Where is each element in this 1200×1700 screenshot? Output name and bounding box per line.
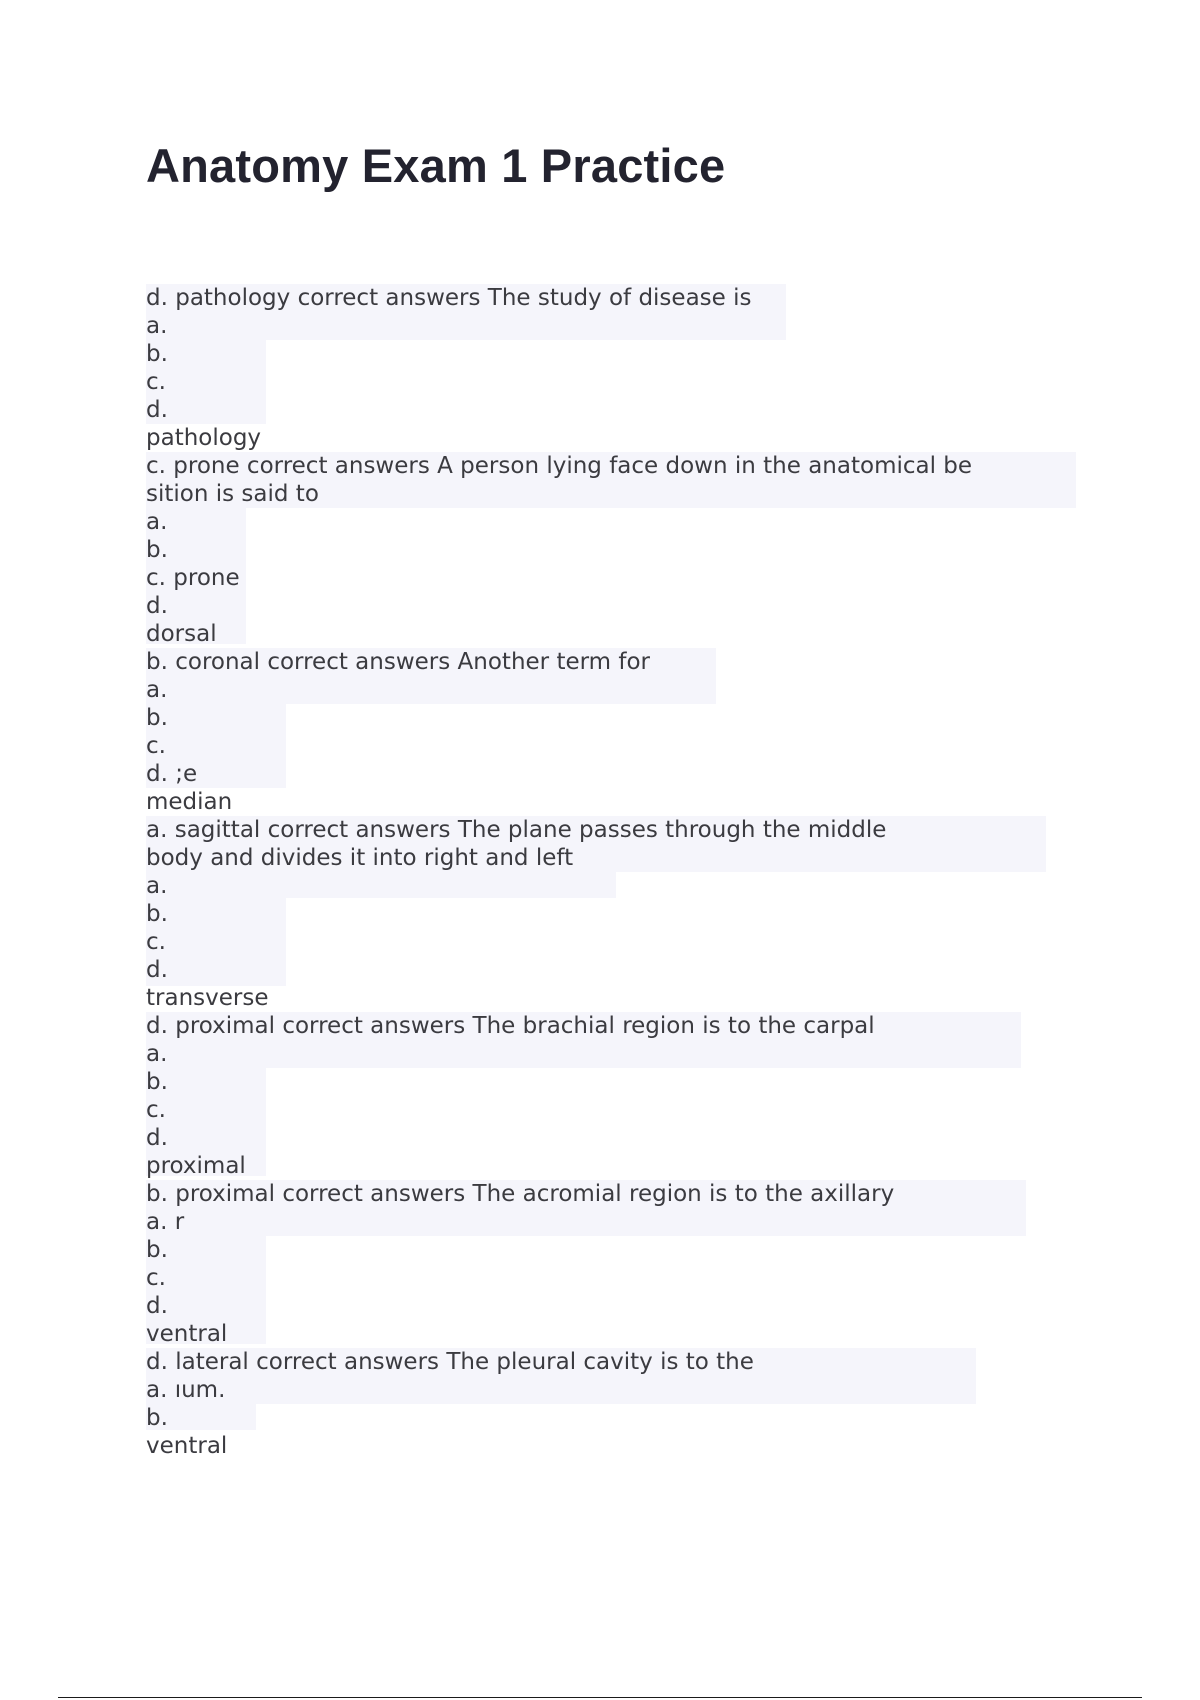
question-text-continued: sition is said to <box>146 481 319 507</box>
option-line: a. <box>146 1041 168 1067</box>
option-line: a. <box>146 509 168 535</box>
question-text: b. coronal correct answers Another term for <box>146 649 651 675</box>
option-line: b. <box>146 1405 168 1431</box>
option-line: a. <box>146 313 168 339</box>
answer-line: dorsal <box>146 621 217 647</box>
question-list <box>146 284 1106 1460</box>
answer-line: proximal <box>146 1153 246 1179</box>
answer-line: pathology <box>146 425 262 451</box>
question-text: a. sagittal correct answers The plane passes through the middle <box>146 817 887 843</box>
option-line: d. <box>146 1293 168 1319</box>
option-line: a. <box>146 873 168 899</box>
option-line: b. <box>146 537 168 563</box>
option-line: d. <box>146 593 168 619</box>
question-text: b. proximal correct answers The acromial region is to the axillary <box>146 1181 895 1207</box>
page-title: Anatomy Exam 1 Practice <box>146 139 726 192</box>
option-line: d. <box>146 1125 168 1151</box>
option-line: b. <box>146 1069 168 1095</box>
answer-line: median <box>146 789 233 815</box>
option-line: d. <box>146 957 168 983</box>
option-line: b. <box>146 901 168 927</box>
option-line: a. ıum. <box>146 1377 226 1403</box>
question-text: d. pathology correct answers The study of disease is <box>146 285 752 311</box>
question-block <box>146 452 1106 648</box>
question-text-continued: body and divides it into right and left <box>146 845 574 871</box>
option-line: a. r <box>146 1209 185 1235</box>
question-block <box>146 1180 1106 1348</box>
option-line: b. <box>146 705 168 731</box>
option-line: c. <box>146 733 166 759</box>
question-text: d. lateral correct answers The pleural cavity is to the <box>146 1349 754 1375</box>
answer-line: ventral <box>146 1433 228 1459</box>
option-line: c. <box>146 1265 166 1291</box>
question-block <box>146 1348 1106 1460</box>
question-block <box>146 648 1106 816</box>
option-line: c. <box>146 1097 166 1123</box>
option-line: a. <box>146 677 168 703</box>
question-text: d. proximal correct answers The brachial region is to the carpal <box>146 1013 875 1039</box>
footer-divider <box>58 1697 1142 1698</box>
question-block <box>146 1012 1106 1180</box>
option-line: d. <box>146 397 168 423</box>
option-line: d. ;e <box>146 761 198 787</box>
option-line: b. <box>146 1237 168 1263</box>
question-block <box>146 816 1106 1012</box>
option-line: c. <box>146 369 166 395</box>
option-line: c. prone <box>146 565 240 591</box>
answer-line: ventral <box>146 1321 228 1347</box>
question-block <box>146 284 1106 452</box>
option-line: b. <box>146 341 168 367</box>
question-text: c. prone correct answers A person lying face down in the anatomical be <box>146 453 973 479</box>
answer-line: transverse <box>146 985 269 1011</box>
option-line: c. <box>146 929 166 955</box>
